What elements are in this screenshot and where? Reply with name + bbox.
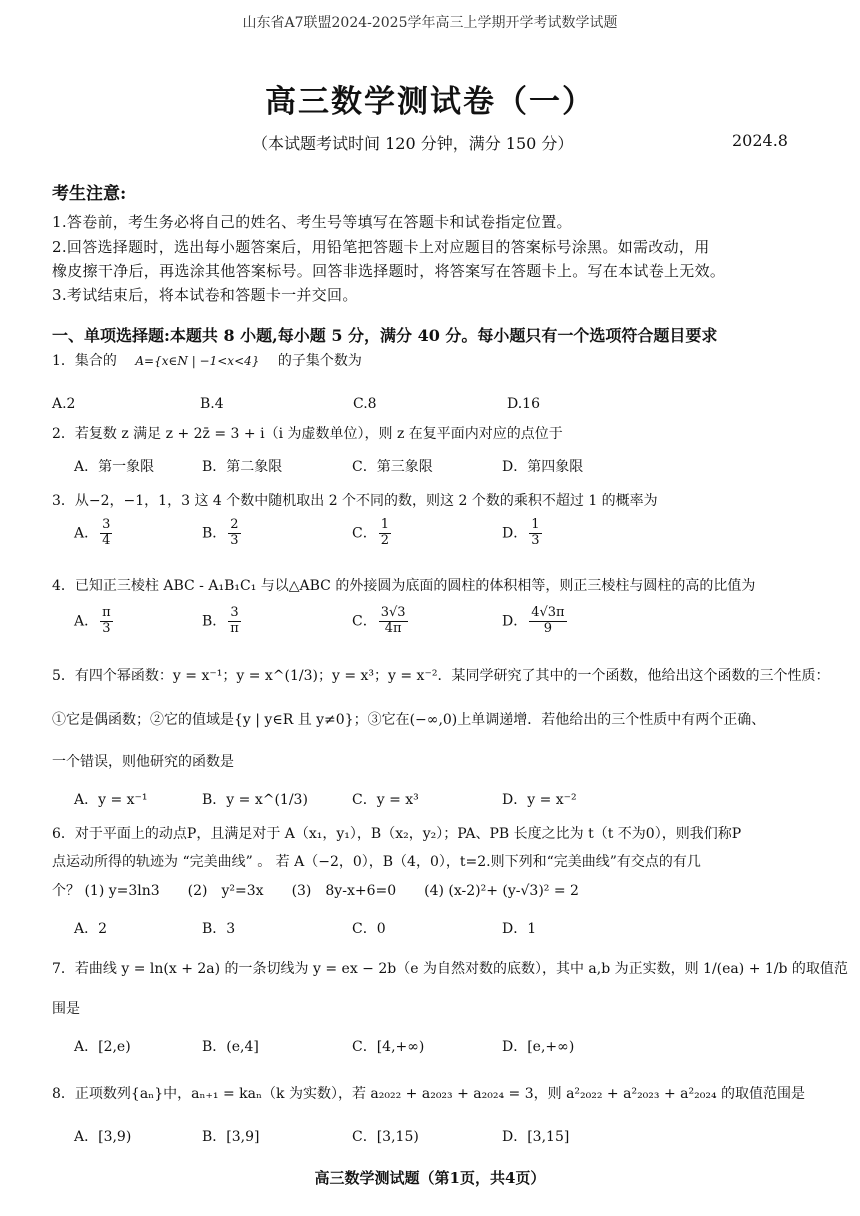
question-5-stem-line-2: ①它是偶函数；②它的值域是{y | y∈R 且 y≠0}；③它在(−∞,0)上单调递增．若他给出的三个性质中有两个正确、 [52,712,766,728]
question-7-stem-line-2: 围是 [52,1001,80,1017]
question-8-option-b: B．[3,9] [202,1129,260,1145]
question-3-option-d [502,518,544,549]
question-1-stem [52,350,362,370]
question-7-stem-line-1: 7．若曲线 y = ln(x + 2a) 的一条切线为 y = ex − 2b（e 为自然对数的底数），其中 a,b 为正实数，则 1/(ea) + 1/b 的取值范 [52,961,848,977]
page-footer: 高三数学测试题（第1页，共4页） [314,1169,546,1187]
option-fraction: $\frac{3}{4}$ [102,517,111,548]
option-fraction: $\frac{1}{2}$ [380,517,389,548]
question-8-option-a: A．[3,9) [74,1129,132,1145]
question-4-stem: 4．已知正三棱柱 ABC - A₁B₁C₁ 与以△ABC 的外接圆为底面的圆柱的体积相等，则正三棱柱与圆柱的高的比值为 [52,578,756,594]
question-1-option-c: C.8 [353,396,377,412]
question-5-stem-line-3: 一个错误，则他研究的函数是 [52,754,234,770]
notice-line: 橡皮擦干净后，再选涂其他答案标号。回答非选择题时，将答案写在答题卡上。写在本试卷上无效。 [52,262,726,280]
question-7-option-c: C．[4,+∞) [352,1039,425,1055]
option-label: A． [74,613,99,630]
question-6-option-a: A．2 [74,921,108,937]
option-label: B． [202,613,227,630]
question-6-stem-line-1: 6．对于平面上的动点P，且满足对于 A（x₁，y₁），B（x₂，y₂）；PA、PB 长度之比为 t（t 不为0），则我们称P [52,826,742,842]
question-5-option-d: D．y = x⁻² [502,792,577,808]
question-6-stem-line-3: 个？ (1) y=3ln3 (2) y²=3x (3) 8y-x+6=0 (4) (x-2)²+ (y-√3)² = 2 [52,883,579,899]
question-6-option-c: C．0 [352,921,386,937]
question-4-option-d [502,606,569,637]
option-label: D． [502,525,528,542]
question-2-option-a: A．第一象限 [74,459,155,475]
question-3-stem: 3．从−2，−1，1，3 这 4 个数中随机取出 2 个不同的数，则这 2 个数的乘积不超过 1 的概率为 [52,493,658,509]
notice-line: 3.考试结束后，将本试卷和答题卡一并交回。 [52,286,358,304]
question-5-option-a: A．y = x⁻¹ [74,792,148,808]
option-fraction: $\frac{3√3}{4\pi}$ [380,605,406,636]
notice-line: 1.答卷前，考生务必将自己的姓名、考生号等填写在答题卡和试卷指定位置。 [52,213,572,231]
exam-date: 2024.8 [732,131,788,150]
question-4-option-b [202,606,243,637]
page-title: 高三数学测试卷（一） [265,84,595,120]
option-label: C． [352,613,377,630]
question-8-option-c: C．[3,15) [352,1129,419,1145]
question-1-option-d: D.16 [507,396,540,412]
option-fraction: $\frac{3}{\pi}$ [230,605,239,636]
question-3-option-a [74,518,114,549]
question-7-option-b: B．(e,4] [202,1039,259,1055]
notice-line: 2.回答选择题时，选出每小题答案后，用铅笔把答题卡上对应题目的答案标号涂黑。如需改动，用 [52,238,710,256]
question-2-option-c: C．第三象限 [352,459,433,475]
question-2-option-d: D．第四象限 [502,459,584,475]
exam-duration-note: （本试题考试时间 120 分钟，满分 150 分） [252,134,574,153]
set-expression: A={x∈N | −1<x<4} [135,354,260,368]
question-text: 的子集个数为 [277,353,362,369]
question-6-option-d: D．1 [502,921,537,937]
exam-source-header: 山东省A7联盟2024-2025学年高三上学期开学考试数学试题 [242,15,618,31]
question-4-option-a [74,606,115,637]
section-heading: 一、单项选择题:本题共 8 小题,每小题 5 分，满分 40 分。每小题只有一个选项符合题目要求 [52,326,718,345]
question-5-option-b: B．y = x^(1/3) [202,792,308,808]
question-3-option-b [202,518,243,549]
option-fraction: $\frac{2}{3}$ [230,517,239,548]
question-8-option-d: D．[3,15] [502,1129,570,1145]
option-label: C． [352,525,377,542]
option-fraction: $\frac{1}{3}$ [531,517,540,548]
question-6-option-b: B．3 [202,921,236,937]
question-3-option-c [352,518,393,549]
question-7-option-d: D．[e,+∞) [502,1039,575,1055]
question-6-stem-line-2: 点运动所得的轨迹为 “完美曲线” 。 若 A（−2，0），B（4，0），t=2.则下列和“完美曲线”有交点的有几 [52,854,701,870]
option-fraction: $\frac{\pi}{3}$ [102,605,111,636]
question-2-option-b: B．第二象限 [202,459,283,475]
question-8-stem: 8．正项数列{aₙ}中，aₙ₊₁ = kaₙ（k 为实数），若 a₂₀₂₂ + a₂₀₂₃ + a₂₀₂₄ = 3，则 a²₂₀₂₂ + a²₂₀₂₃ + a²₂₀₂₄ 的取值范围是 [52,1086,806,1102]
question-text: 1．集合的 [52,353,117,369]
question-1-option-a: A.2 [52,396,76,412]
question-4-option-c [352,606,410,637]
question-2-stem: 2．若复数 z 满足 z + 2z̄ = 3 + i（i 为虚数单位），则 z 在复平面内对应的点位于 [52,426,563,442]
option-label: B． [202,525,227,542]
option-label: A． [74,525,99,542]
option-fraction: $\frac{4√3\pi}{9}$ [531,605,565,636]
notice-heading: 考生注意: [52,184,127,204]
question-5-stem-line-1: 5．有四个幂函数：y = x⁻¹；y = x^(1/3)；y = x³；y = x⁻²．某同学研究了其中的一个函数，他给出这个函数的三个性质： [52,668,830,684]
question-7-option-a: A．[2,e) [74,1039,131,1055]
question-1-option-b: B.4 [200,396,224,412]
option-label: D． [502,613,528,630]
question-5-option-c: C．y = x³ [352,792,419,808]
